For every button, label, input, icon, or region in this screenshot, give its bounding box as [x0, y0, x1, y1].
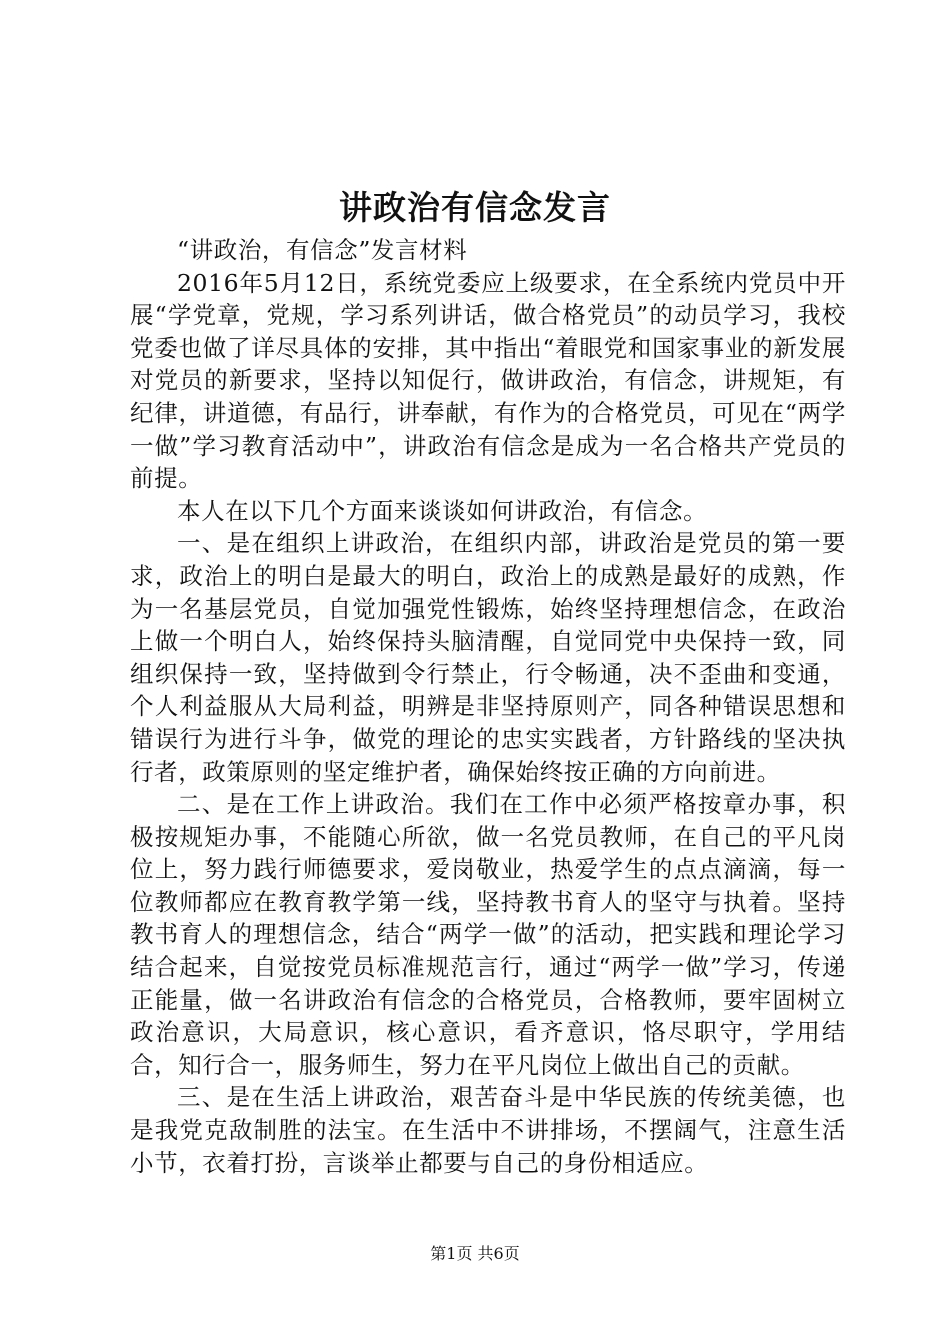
- document-body: [130, 234, 846, 1179]
- document-title: 讲政治有信念发言: [339, 188, 611, 227]
- body-paragraph: 二、是在工作上讲政治。我们在工作中必须严格按章办事，积极按规矩办事，不能随心所欲，做一名党员教师，在自己的平凡岗位上，努力践行师德要求，爱岗敬业，热爱学生的点点滴滴，每一位教师都应在教育教学第一线，坚持教书育人的坚守与执着。坚持教书育人的理想信念，结合“两学一做”的活动，把实践和理论学习结合起来，自觉按党员标准规范言行，通过“两学一做”学习，传递正能量，做一名讲政治有信念的合格党员，合格教师，要牢固树立政治意识，大局意识，核心意识，看齐意识，恪尽职守，学用结合，知行合一，服务师生，努力在平凡岗位上做出自己的贡献。: [130, 790, 846, 1079]
- body-paragraph: 2016年5月12日，系统党委应上级要求，在全系统内党员中开展“学党章，党规，学习系列讲话，做合格党员”的动员学习，我校党委也做了详尽具体的安排，其中指出“着眼党和国家事业的新发展对党员的新要求，坚持以知促行，做讲政治，有信念，讲规矩，有纪律，讲道德，有品行，讲奉献，有作为的合格党员，可见在“两学一做”学习教育活动中”，讲政治有信念是成为一名合格共产党员的前提。: [130, 268, 846, 493]
- body-paragraph: 三、是在生活上讲政治，艰苦奋斗是中华民族的传统美德，也是我党克敌制胜的法宝。在生活中不讲排场，不摆阔气，注意生活小节，衣着打扮，言谈举止都要与自己的身份相适应。: [130, 1083, 846, 1177]
- body-paragraph: 本人在以下几个方面来谈谈如何讲政治，有信念。: [177, 496, 708, 525]
- subtitle-paragraph: “讲政治，有信念”发言材料: [177, 236, 468, 264]
- page-number-footer: 第1页 共6页: [430, 1244, 520, 1263]
- body-paragraph: 一、是在组织上讲政治，在组织内部，讲政治是党员的第一要求，政治上的明白是最大的明白，政治上的成熟是最好的成熟，作为一名基层党员，自觉加强党性锻炼，始终坚持理想信念，在政治上做一个明白人，始终保持头脑清醒，自觉同党中央保持一致，同组织保持一致，坚持做到令行禁止，行令畅通，决不歪曲和变通，个人利益服从大局利益，明辨是非坚持原则产，同各种错误思想和错误行为进行斗争，做党的理论的忠实实践者，方针路线的坚决执行者，政策原则的坚定维护者，确保始终按正确的方向前进。: [130, 529, 846, 786]
